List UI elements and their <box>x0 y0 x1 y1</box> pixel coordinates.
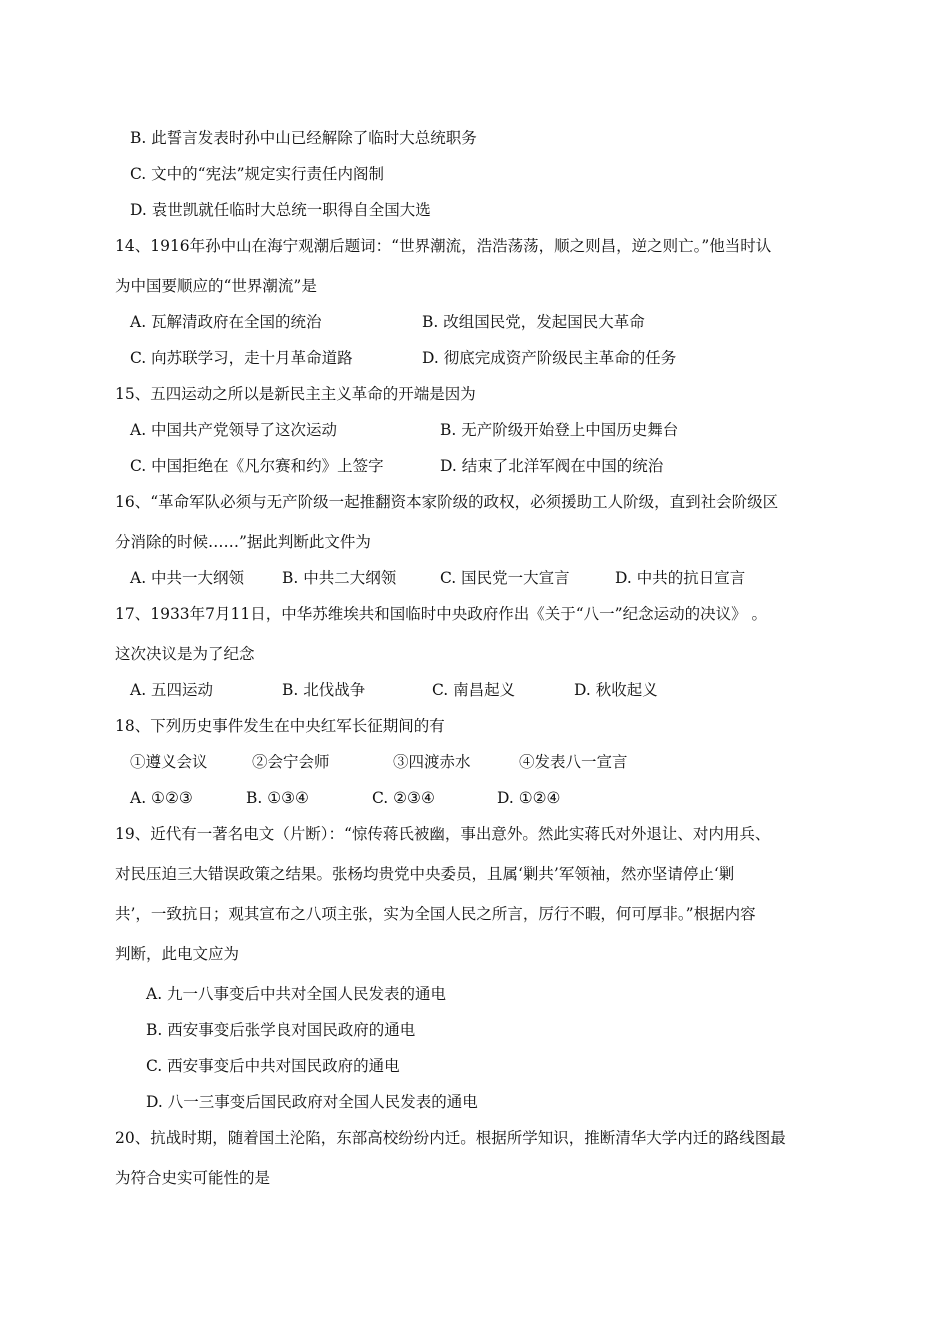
q19-option-b: B. 西安事变后张学良对国民政府的通电 <box>146 1021 416 1039</box>
q17-option-d: D. 秋收起义 <box>574 681 658 699</box>
q16-option-c: C. 国民党一大宣言 <box>440 569 570 587</box>
q17-option-b: B. 北伐战争 <box>282 681 366 699</box>
q16-option-b: B. 中共二大纲领 <box>282 569 397 587</box>
q14-option-c: C. 向苏联学习，走十月革命道路 <box>130 349 353 367</box>
q15-option-c: C. 中国拒绝在《凡尔赛和约》上签字 <box>130 457 384 475</box>
q17-stem-line-2: 这次决议是为了纪念 <box>115 645 255 663</box>
q13-option-b: B. 此誓言发表时孙中山已经解除了临时大总统职务 <box>130 129 477 147</box>
q18-item-1: ①遵义会议 <box>130 753 208 771</box>
q19-option-a: A. 九一八事变后中共对全国人民发表的通电 <box>146 985 447 1003</box>
q18-option-d: D. ①②④ <box>497 789 561 807</box>
q15-stem: 15、五四运动之所以是新民主主义革命的开端是因为 <box>115 385 476 403</box>
q13-option-c: C. 文中的“宪法”规定实行责任内阁制 <box>130 165 385 183</box>
q14-stem-line-2: 为中国要顺应的“世界潮流”是 <box>115 277 317 295</box>
q18-item-4: ④发表八一宣言 <box>519 753 628 771</box>
q19-option-c: C. 西安事变后中共对国民政府的通电 <box>146 1057 400 1075</box>
q20-stem-line-2: 为符合史实可能性的是 <box>115 1169 271 1187</box>
q18-option-b: B. ①③④ <box>246 789 309 807</box>
q16-option-d: D. 中共的抗日宣言 <box>615 569 746 587</box>
q15-option-a: A. 中国共产党领导了这次运动 <box>130 421 338 439</box>
q15-option-b: B. 无产阶级开始登上中国历史舞台 <box>440 421 679 439</box>
q16-stem-line-1: 16、“革命军队必须与无产阶级一起推翻资本家阶级的政权，必须援助工人阶级，直到社会阶级区 <box>115 493 779 511</box>
q18-item-2: ②会宁会师 <box>252 753 330 771</box>
q19-option-d: D. 八一三事变后国民政府对全国人民发表的通电 <box>146 1093 478 1111</box>
q14-option-b: B. 改组国民党，发起国民大革命 <box>422 313 645 331</box>
q18-option-a: A. ①②③ <box>130 789 193 807</box>
q14-option-d: D. 彻底完成资产阶级民主革命的任务 <box>422 349 677 367</box>
q18-option-c: C. ②③④ <box>372 789 435 807</box>
q16-stem-line-2: 分消除的时候……”据此判断此文件为 <box>115 533 371 551</box>
q17-option-a: A. 五四运动 <box>130 681 214 699</box>
q19-stem-line-4: 判断，此电文应为 <box>115 945 240 963</box>
q16-option-a: A. 中共一大纲领 <box>130 569 245 587</box>
q18-stem: 18、下列历史事件发生在中央红军长征期间的有 <box>115 717 445 735</box>
q13-option-d: D. 袁世凯就任临时大总统一职得自全国大选 <box>130 201 431 219</box>
q17-stem-line-1: 17、1933年7月11日，中华苏维埃共和国临时中央政府作出《关于“八一”纪念运动的决议》 。 <box>115 605 768 623</box>
q19-stem-line-2: 对民压迫三大错误政策之结果。张杨均贵党中央委员，且属‘剿共’军领袖，然亦坚请停止‘剿 <box>115 865 735 883</box>
q17-option-c: C. 南昌起义 <box>432 681 516 699</box>
q20-stem-line-1: 20、抗战时期，随着国土沦陷，东部高校纷纷内迁。根据所学知识，推断清华大学内迁的路线图最 <box>115 1129 786 1147</box>
q19-stem-line-3: 共’，一致抗日；观其宣布之八项主张，实为全国人民之所言，厉行不暇，何可厚非。”根据内容 <box>115 905 756 923</box>
q18-item-3: ③四渡赤水 <box>393 753 471 771</box>
q15-option-d: D. 结束了北洋军阀在中国的统治 <box>440 457 664 475</box>
q14-option-a: A. 瓦解清政府在全国的统治 <box>130 313 322 331</box>
q14-stem-line-1: 14、1916年孙中山在海宁观潮后题词：“世界潮流，浩浩荡荡，顺之则昌，逆之则亡。”他当时认 <box>115 237 772 255</box>
q19-stem-line-1: 19、近代有一著名电文（片断）：“惊传蒋氏被幽，事出意外。然此实蒋氏对外退让、对内用兵、 <box>115 825 771 843</box>
